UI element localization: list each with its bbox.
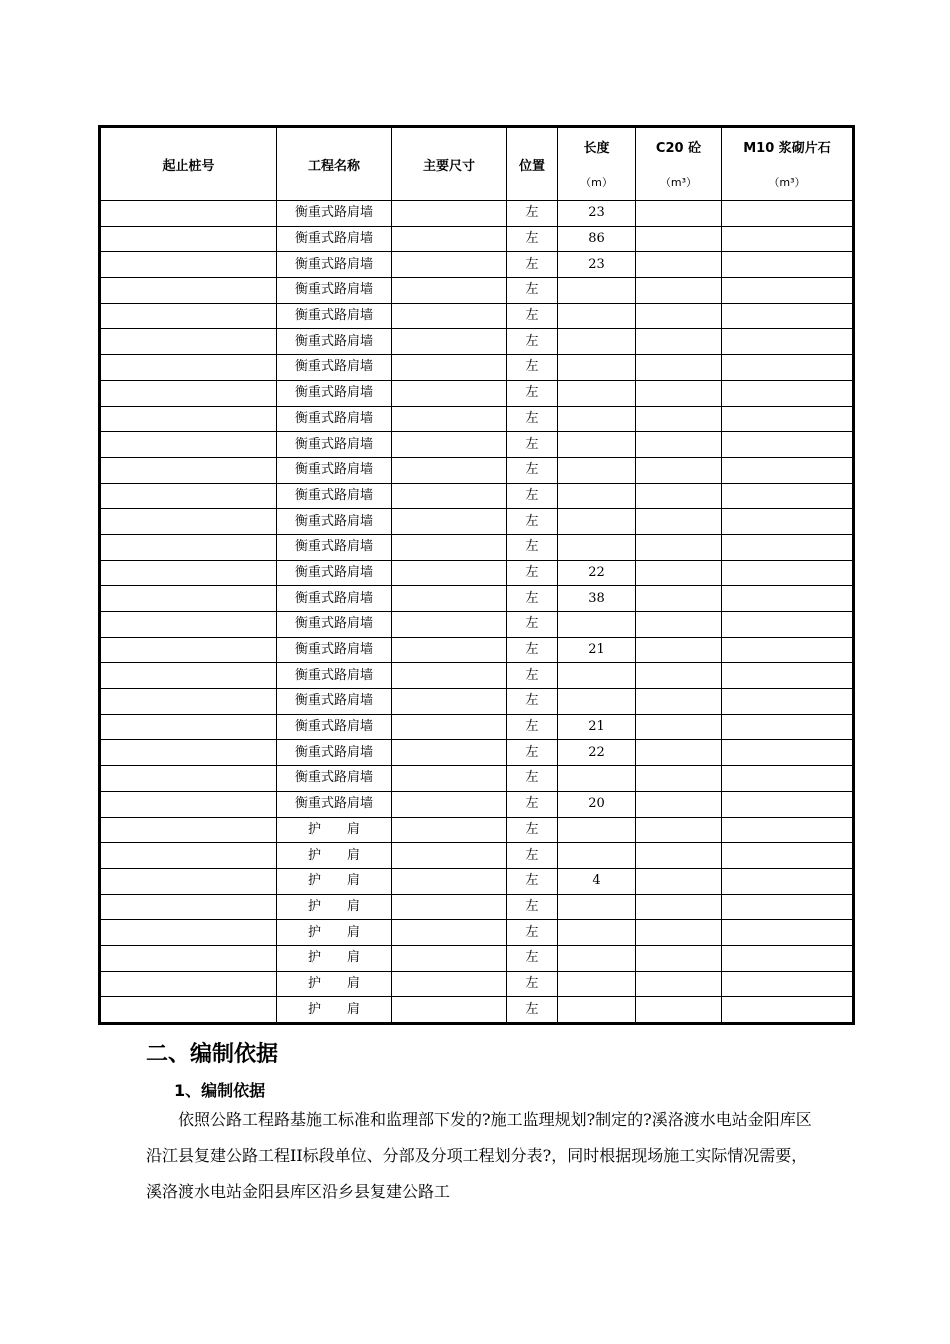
size-cell	[392, 714, 507, 740]
length-cell	[558, 303, 636, 329]
header-c20-label: C20 砼	[655, 140, 702, 156]
length-cell	[558, 612, 636, 638]
c20-cell	[636, 586, 722, 612]
length-cell: 23	[558, 252, 636, 278]
size-cell	[392, 791, 507, 817]
work-name-cell: 衡重式路肩墙	[277, 278, 392, 304]
work-name-cell: 衡重式路肩墙	[277, 714, 392, 740]
table-row	[100, 406, 854, 432]
size-cell	[392, 432, 507, 458]
c20-cell	[636, 920, 722, 946]
work-name-cell: 护 肩	[277, 920, 392, 946]
header-m10-label: M10 浆砌片石	[743, 140, 831, 156]
station-cell	[100, 689, 277, 715]
length-cell: 22	[558, 560, 636, 586]
table-row	[100, 971, 854, 997]
table-row	[100, 329, 854, 355]
table-row	[100, 586, 854, 612]
size-cell	[392, 201, 507, 227]
size-cell	[392, 457, 507, 483]
table-row	[100, 945, 854, 971]
length-cell	[558, 689, 636, 715]
c20-cell	[636, 945, 722, 971]
size-cell	[392, 920, 507, 946]
table-row	[100, 791, 854, 817]
work-name-cell: 衡重式路肩墙	[277, 612, 392, 638]
m10-cell	[722, 894, 854, 920]
position-cell: 左	[507, 663, 558, 689]
m10-cell	[722, 406, 854, 432]
position-cell: 左	[507, 226, 558, 252]
station-cell	[100, 534, 277, 560]
length-cell	[558, 843, 636, 869]
length-cell	[558, 997, 636, 1024]
table-header-row	[100, 127, 854, 201]
c20-cell	[636, 329, 722, 355]
c20-cell	[636, 509, 722, 535]
length-cell	[558, 817, 636, 843]
c20-cell	[636, 560, 722, 586]
m10-cell	[722, 201, 854, 227]
length-cell: 20	[558, 791, 636, 817]
m10-cell	[722, 637, 854, 663]
c20-cell	[636, 406, 722, 432]
c20-cell	[636, 637, 722, 663]
station-cell	[100, 509, 277, 535]
c20-cell	[636, 303, 722, 329]
position-cell: 左	[507, 380, 558, 406]
size-cell	[392, 252, 507, 278]
work-name-cell: 衡重式路肩墙	[277, 457, 392, 483]
table-row	[100, 380, 854, 406]
position-cell: 左	[507, 997, 558, 1024]
work-name-cell: 衡重式路肩墙	[277, 534, 392, 560]
size-cell	[392, 663, 507, 689]
c20-cell	[636, 843, 722, 869]
position-cell: 左	[507, 817, 558, 843]
work-name-cell: 衡重式路肩墙	[277, 252, 392, 278]
m10-cell	[722, 843, 854, 869]
position-cell: 左	[507, 689, 558, 715]
length-cell: 38	[558, 586, 636, 612]
table-row	[100, 689, 854, 715]
table-row	[100, 534, 854, 560]
work-name-cell: 衡重式路肩墙	[277, 432, 392, 458]
station-cell	[100, 663, 277, 689]
header-station-range: 起止桩号	[100, 127, 277, 201]
work-name-cell: 衡重式路肩墙	[277, 791, 392, 817]
table-row	[100, 997, 854, 1024]
position-cell: 左	[507, 971, 558, 997]
position-cell: 左	[507, 329, 558, 355]
m10-cell	[722, 945, 854, 971]
position-cell: 左	[507, 432, 558, 458]
length-cell: 22	[558, 740, 636, 766]
length-cell: 21	[558, 637, 636, 663]
c20-cell	[636, 612, 722, 638]
m10-cell	[722, 586, 854, 612]
table-row	[100, 766, 854, 792]
position-cell: 左	[507, 843, 558, 869]
position-cell: 左	[507, 252, 558, 278]
size-cell	[392, 509, 507, 535]
size-cell	[392, 406, 507, 432]
position-cell: 左	[507, 534, 558, 560]
m10-cell	[722, 714, 854, 740]
body-paragraph: 依照公路工程路基施工标准和监理部下发的?施工监理规划?制定的?溪洛渡水电站金阳库区沿江县复建公路工程II标段单位、分部及分项工程划分表?，同时根据现场施工实际情况需要，溪洛渡水电站金阳县库区沿乡县复建公路工	[146, 1110, 812, 1201]
size-cell	[392, 971, 507, 997]
size-cell	[392, 817, 507, 843]
station-cell	[100, 971, 277, 997]
table-row	[100, 278, 854, 304]
length-cell	[558, 355, 636, 381]
size-cell	[392, 740, 507, 766]
station-cell	[100, 201, 277, 227]
work-name-cell: 护 肩	[277, 945, 392, 971]
length-cell: 4	[558, 868, 636, 894]
position-cell: 左	[507, 945, 558, 971]
c20-cell	[636, 226, 722, 252]
size-cell	[392, 303, 507, 329]
table-row	[100, 457, 854, 483]
length-cell	[558, 457, 636, 483]
position-cell: 左	[507, 509, 558, 535]
header-length	[558, 127, 636, 201]
position-cell: 左	[507, 483, 558, 509]
c20-cell	[636, 355, 722, 381]
size-cell	[392, 380, 507, 406]
station-cell	[100, 586, 277, 612]
table-row	[100, 355, 854, 381]
length-cell	[558, 380, 636, 406]
m10-cell	[722, 997, 854, 1024]
work-name-cell: 衡重式路肩墙	[277, 406, 392, 432]
station-cell	[100, 612, 277, 638]
c20-cell	[636, 817, 722, 843]
table-row	[100, 483, 854, 509]
length-cell	[558, 432, 636, 458]
table-row	[100, 303, 854, 329]
m10-cell	[722, 791, 854, 817]
length-cell	[558, 894, 636, 920]
length-cell	[558, 971, 636, 997]
station-cell	[100, 945, 277, 971]
position-cell: 左	[507, 612, 558, 638]
station-cell	[100, 432, 277, 458]
position-cell: 左	[507, 920, 558, 946]
length-cell	[558, 329, 636, 355]
station-cell	[100, 226, 277, 252]
m10-cell	[722, 329, 854, 355]
c20-cell	[636, 791, 722, 817]
header-length-unit: （m）	[580, 175, 613, 189]
size-cell	[392, 637, 507, 663]
c20-cell	[636, 534, 722, 560]
work-name-cell: 衡重式路肩墙	[277, 689, 392, 715]
size-cell	[392, 329, 507, 355]
header-work-name: 工程名称	[277, 127, 392, 201]
c20-cell	[636, 278, 722, 304]
m10-cell	[722, 663, 854, 689]
table-row	[100, 817, 854, 843]
m10-cell	[722, 612, 854, 638]
m10-cell	[722, 483, 854, 509]
size-cell	[392, 894, 507, 920]
c20-cell	[636, 997, 722, 1024]
c20-cell	[636, 457, 722, 483]
size-cell	[392, 560, 507, 586]
station-cell	[100, 791, 277, 817]
table-row	[100, 663, 854, 689]
table-row	[100, 226, 854, 252]
length-cell	[558, 920, 636, 946]
position-cell: 左	[507, 355, 558, 381]
length-cell	[558, 483, 636, 509]
table-row	[100, 920, 854, 946]
table-row	[100, 560, 854, 586]
work-name-cell: 衡重式路肩墙	[277, 560, 392, 586]
work-name-cell: 衡重式路肩墙	[277, 329, 392, 355]
header-m10-unit: （m³）	[768, 175, 806, 189]
sub-heading: 1、编制依据	[174, 1081, 266, 1100]
m10-cell	[722, 689, 854, 715]
m10-cell	[722, 355, 854, 381]
header-position: 位置	[507, 127, 558, 201]
position-cell: 左	[507, 740, 558, 766]
work-name-cell: 护 肩	[277, 997, 392, 1024]
c20-cell	[636, 894, 722, 920]
station-cell	[100, 278, 277, 304]
m10-cell	[722, 457, 854, 483]
station-cell	[100, 252, 277, 278]
length-cell	[558, 406, 636, 432]
position-cell: 左	[507, 303, 558, 329]
size-cell	[392, 226, 507, 252]
length-cell	[558, 534, 636, 560]
work-name-cell: 衡重式路肩墙	[277, 637, 392, 663]
station-cell	[100, 380, 277, 406]
size-cell	[392, 278, 507, 304]
c20-cell	[636, 689, 722, 715]
table-row	[100, 612, 854, 638]
m10-cell	[722, 766, 854, 792]
station-cell	[100, 483, 277, 509]
work-name-cell: 护 肩	[277, 868, 392, 894]
station-cell	[100, 457, 277, 483]
size-cell	[392, 534, 507, 560]
work-name-cell: 衡重式路肩墙	[277, 483, 392, 509]
length-cell: 86	[558, 226, 636, 252]
section-heading: 二、编制依据	[146, 1042, 279, 1067]
table-row	[100, 714, 854, 740]
position-cell: 左	[507, 406, 558, 432]
m10-cell	[722, 278, 854, 304]
m10-cell	[722, 303, 854, 329]
station-cell	[100, 355, 277, 381]
station-cell	[100, 920, 277, 946]
position-cell: 左	[507, 791, 558, 817]
length-cell: 23	[558, 201, 636, 227]
work-name-cell: 护 肩	[277, 894, 392, 920]
position-cell: 左	[507, 766, 558, 792]
size-cell	[392, 586, 507, 612]
size-cell	[392, 945, 507, 971]
length-cell: 21	[558, 714, 636, 740]
length-cell	[558, 945, 636, 971]
table-row	[100, 432, 854, 458]
work-name-cell: 衡重式路肩墙	[277, 201, 392, 227]
station-cell	[100, 329, 277, 355]
c20-cell	[636, 380, 722, 406]
m10-cell	[722, 380, 854, 406]
size-cell	[392, 612, 507, 638]
length-cell	[558, 278, 636, 304]
position-cell: 左	[507, 560, 558, 586]
size-cell	[392, 355, 507, 381]
length-cell	[558, 766, 636, 792]
size-cell	[392, 766, 507, 792]
work-name-cell: 衡重式路肩墙	[277, 766, 392, 792]
position-cell: 左	[507, 278, 558, 304]
table-row	[100, 252, 854, 278]
work-name-cell: 衡重式路肩墙	[277, 586, 392, 612]
c20-cell	[636, 766, 722, 792]
table-row	[100, 201, 854, 227]
m10-cell	[722, 560, 854, 586]
station-cell	[100, 560, 277, 586]
station-cell	[100, 766, 277, 792]
work-name-cell: 衡重式路肩墙	[277, 355, 392, 381]
work-name-cell: 护 肩	[277, 971, 392, 997]
c20-cell	[636, 432, 722, 458]
work-name-cell: 衡重式路肩墙	[277, 303, 392, 329]
length-cell	[558, 509, 636, 535]
station-cell	[100, 740, 277, 766]
m10-cell	[722, 252, 854, 278]
station-cell	[100, 714, 277, 740]
m10-cell	[722, 226, 854, 252]
c20-cell	[636, 252, 722, 278]
m10-cell	[722, 920, 854, 946]
quantity-table	[98, 125, 855, 1025]
station-cell	[100, 843, 277, 869]
c20-cell	[636, 740, 722, 766]
position-cell: 左	[507, 868, 558, 894]
size-cell	[392, 868, 507, 894]
work-name-cell: 衡重式路肩墙	[277, 663, 392, 689]
work-name-cell: 护 肩	[277, 817, 392, 843]
m10-cell	[722, 509, 854, 535]
station-cell	[100, 868, 277, 894]
m10-cell	[722, 740, 854, 766]
station-cell	[100, 997, 277, 1024]
table-row	[100, 509, 854, 535]
length-cell	[558, 663, 636, 689]
position-cell: 左	[507, 201, 558, 227]
size-cell	[392, 843, 507, 869]
m10-cell	[722, 971, 854, 997]
table-row	[100, 637, 854, 663]
header-main-size: 主要尺寸	[392, 127, 507, 201]
c20-cell	[636, 714, 722, 740]
work-name-cell: 衡重式路肩墙	[277, 380, 392, 406]
size-cell	[392, 997, 507, 1024]
table-row	[100, 894, 854, 920]
position-cell: 左	[507, 637, 558, 663]
table-row	[100, 740, 854, 766]
c20-cell	[636, 868, 722, 894]
m10-cell	[722, 817, 854, 843]
c20-cell	[636, 663, 722, 689]
header-c20-concrete	[636, 127, 722, 201]
station-cell	[100, 637, 277, 663]
size-cell	[392, 483, 507, 509]
station-cell	[100, 817, 277, 843]
m10-cell	[722, 534, 854, 560]
station-cell	[100, 894, 277, 920]
station-cell	[100, 406, 277, 432]
table-row	[100, 868, 854, 894]
c20-cell	[636, 483, 722, 509]
station-cell	[100, 303, 277, 329]
c20-cell	[636, 971, 722, 997]
work-name-cell: 衡重式路肩墙	[277, 509, 392, 535]
header-length-label: 长度	[583, 140, 610, 156]
position-cell: 左	[507, 714, 558, 740]
header-c20-unit: （m³）	[659, 175, 698, 189]
work-name-cell: 衡重式路肩墙	[277, 226, 392, 252]
m10-cell	[722, 868, 854, 894]
position-cell: 左	[507, 894, 558, 920]
position-cell: 左	[507, 586, 558, 612]
m10-cell	[722, 432, 854, 458]
work-name-cell: 衡重式路肩墙	[277, 740, 392, 766]
c20-cell	[636, 201, 722, 227]
header-m10-masonry	[722, 127, 854, 201]
position-cell: 左	[507, 457, 558, 483]
size-cell	[392, 689, 507, 715]
work-name-cell: 护 肩	[277, 843, 392, 869]
table-row	[100, 843, 854, 869]
